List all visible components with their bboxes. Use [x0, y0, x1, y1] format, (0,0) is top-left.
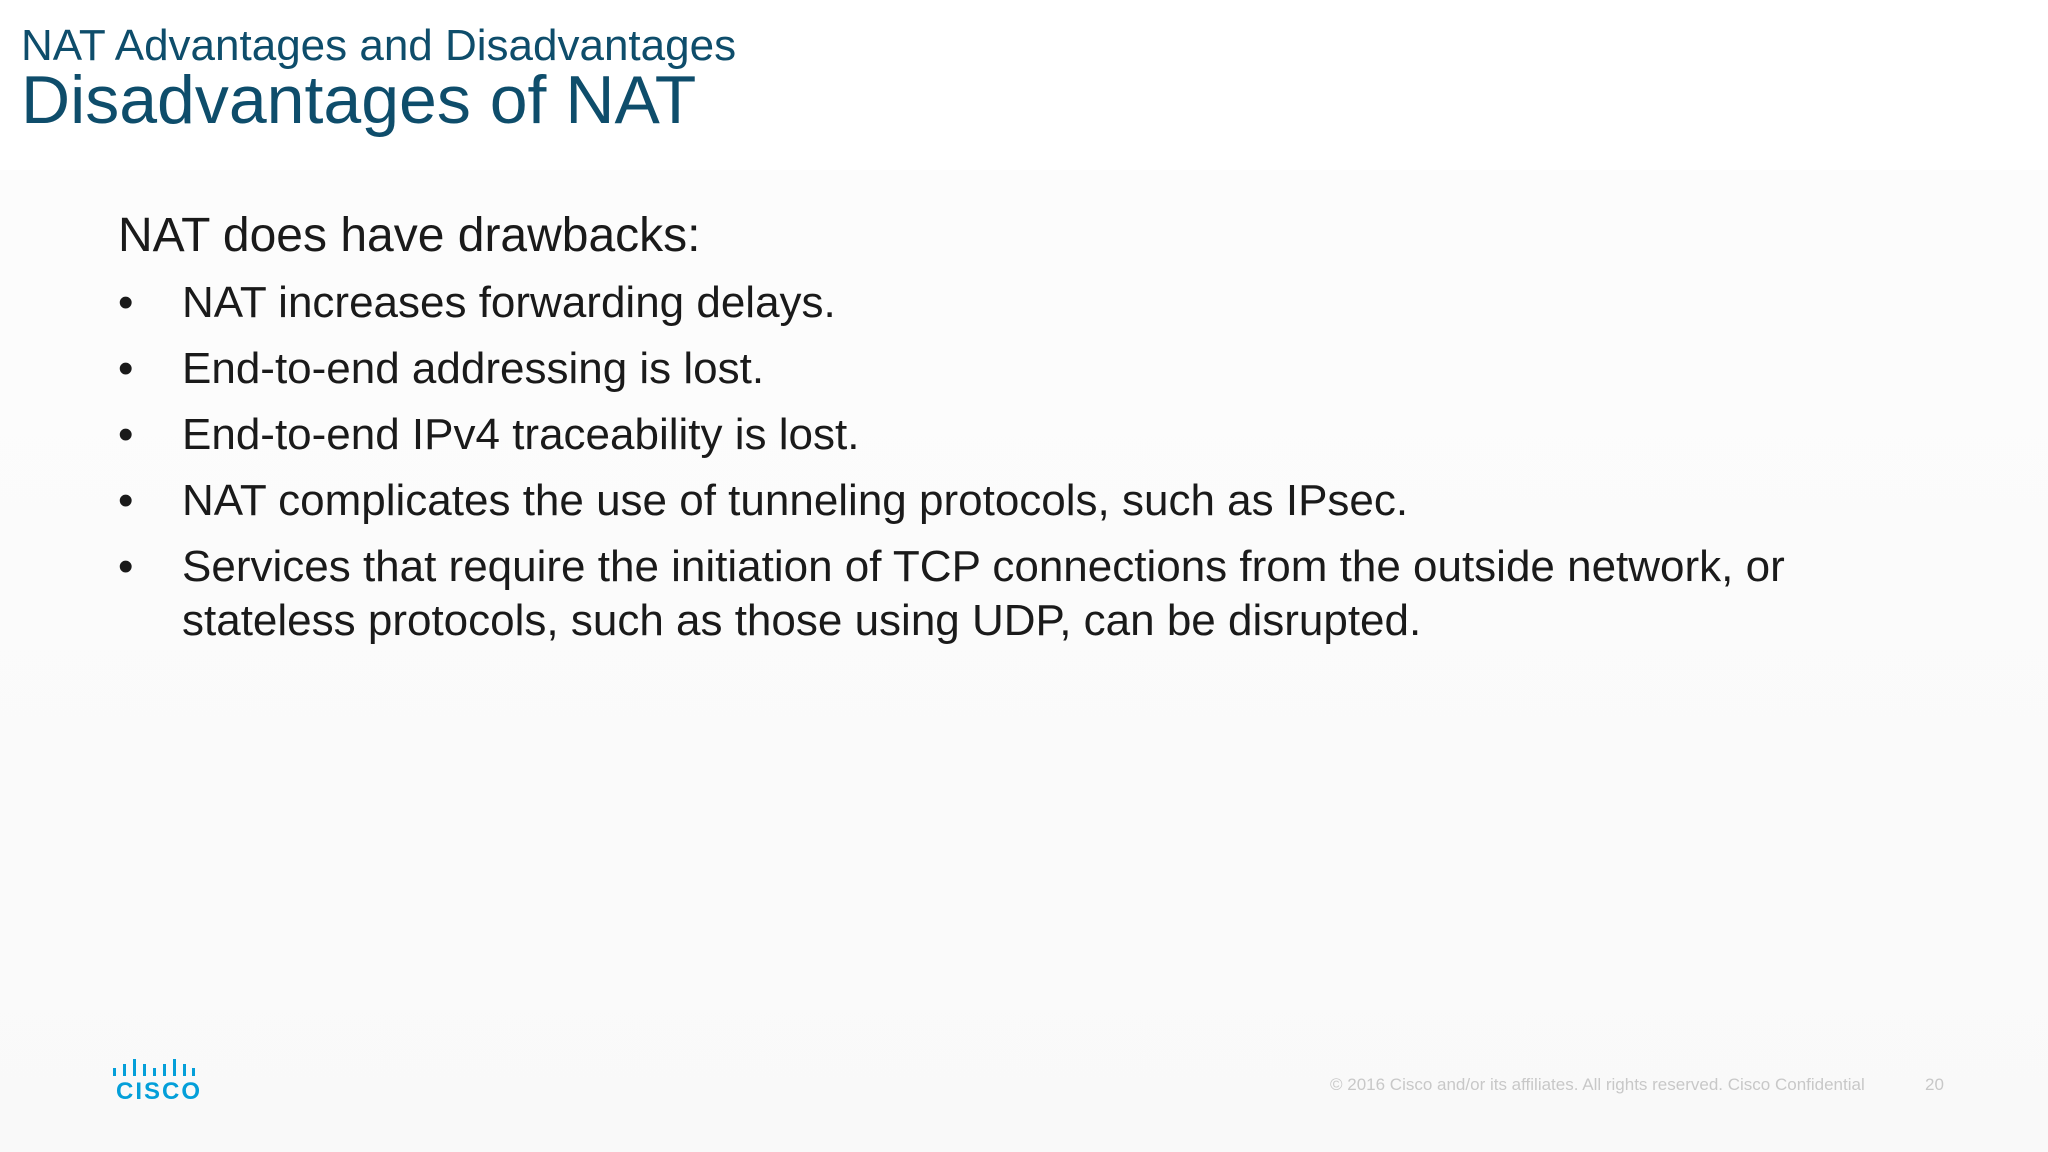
- bullet-dot: •: [118, 410, 134, 459]
- cisco-logo: [112, 1058, 203, 1105]
- bullet-dot: •: [118, 542, 134, 591]
- slide-title: Disadvantages of NAT: [21, 62, 697, 138]
- bullet-text: Services that require the initiation of TCP connections from the outside network, or stateless protocols, such as those using UDP, can be disrupted.: [182, 542, 1785, 645]
- bullet-item: [118, 276, 1918, 330]
- bullet-text: NAT complicates the use of tunneling protocols, such as IPsec.: [182, 476, 1409, 525]
- bullet-text: NAT increases forwarding delays.: [182, 278, 836, 327]
- copyright-text: © 2016 Cisco and/or its affiliates. All rights reserved. Cisco Confidential: [1330, 1075, 1865, 1094]
- bullet-text: End-to-end IPv4 traceability is lost.: [182, 410, 860, 459]
- section-title: NAT Advantages and Disadvantages: [21, 21, 737, 70]
- bullet-text: End-to-end addressing is lost.: [182, 344, 765, 393]
- bullet-item: [118, 342, 1918, 396]
- bullet-item: [118, 474, 1918, 528]
- cisco-bars-icon: [112, 1058, 196, 1078]
- bullet-list: [118, 276, 1918, 660]
- bullet-dot: •: [118, 278, 134, 327]
- bullet-dot: •: [118, 344, 134, 393]
- bullet-item: [118, 540, 1918, 648]
- bullet-dot: •: [118, 476, 134, 525]
- bullet-item: [118, 408, 1918, 462]
- page-number: 20: [1925, 1075, 1944, 1094]
- logo-text: CISCO: [116, 1078, 203, 1105]
- intro-text: NAT does have drawbacks:: [118, 209, 701, 262]
